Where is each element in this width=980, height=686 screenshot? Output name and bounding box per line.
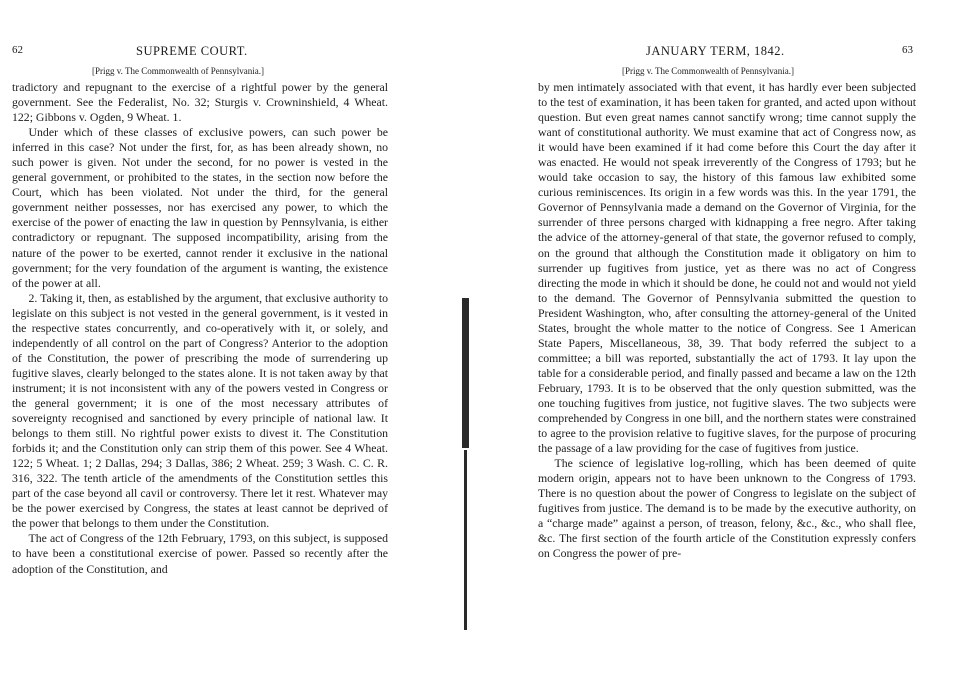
body-text xyxy=(12,80,388,577)
left-page xyxy=(0,0,470,686)
paragraph: Under which of these classes of exclusive powers, can such power be inferred in this case? Not under the first, for, as has been already shown, no such power is given. Not under the second, for no power is vested in the general government, or prohibited to the states, in the section now before the Court, which has been violated. Not under the third, for the general government neither possesses, nor has exercised any power, to which the exercise of the power of enacting the law in question by Pennsylvania, is either contradictory or repugnant. The supposed incompatibility, arising from the nature of the power to be exerted, cannot render it exclusive in the national government; for the very foundation of the argument is wanting, the existence of the power at all. xyxy=(12,125,388,290)
running-title: [Prigg v. The Commonwealth of Pennsylvania.] xyxy=(622,66,794,76)
page-header: JANUARY TERM, 1842. xyxy=(646,44,785,58)
paragraph: by men intimately associated with that event, it has hardly ever been subjected to the test of examination, it has been taken for granted, and acted upon without question. But even great names cannot sanctify wrong; time cannot supply the want of constitutional authority. We must examine that act of Congress now, as it would have been examined if it had come before this Court the day after it was enacted. He would not speak irreverently of the Congress of 1793; but he would take occasion to say, the history of this famous law exhibited some curious reminiscences. Its origin in a few words was this. In the year 1791, the Governor of Pennsylvania made a demand on the Governor of Virginia, for the surrender of three persons charged with kidnapping a free negro. After taking the advice of the attorney-general of that state, the governor refused to comply, on the ground that although the Constitution made it obligatory on him to surrender up fugitives from justice, yet as there was no act of Congress directing the mode in which it should be done, he could not and would not yield to the demand. The Governor of Pennsylvania submitted the question to President Washington, who, after consulting the attorney-general of the United States, brought the whole matter to the notice of Congress. See 1 American State Papers, Miscellaneous, 38, 39. That body referred the subject to a committee; a bill was reported, substantially the act of 1793. It lay upon the table for a considerable period, and finally passed and became a law on the 12th February, 1793. It is to be observed that the only question submitted, was the one touching fugitives from justice, not fugitive slaves. The two subjects were comprehended by Congress in one bill, and the northern states were constrained to agree to the provision relative to fugitive slaves, for the purpose of procuring the passage of a law providing for the case of fugitives from justice. xyxy=(538,80,916,456)
paragraph: The act of Congress of the 12th February, 1793, on this subject, is supposed to have been a constitutional exercise of power. Passed so recently after the adoption of the Constitution, and xyxy=(12,531,388,576)
binding-shadow xyxy=(462,298,469,448)
paragraph: The science of legislative log-rolling, which has been deemed of quite modern origin, appears not to have been unknown to the Congress of 1793. There is no question about the power of Congress to legislate on the subject of fugitives from justice. The demand is to be made by the executive authority, on a “charge made” against a person, of treason, felony, &c., &c., who shall flee, &c. The first section of the fourth article of the Constitution expressly confers on Congress the power of pre- xyxy=(538,456,916,561)
page-number: 63 xyxy=(902,44,913,56)
page-number: 62 xyxy=(12,44,23,56)
binding-shadow xyxy=(464,450,467,630)
body-text xyxy=(538,80,916,562)
paragraph: tradictory and repugnant to the exercise of a rightful power by the general government. See the Federalist, No. 32; Sturgis v. Crowninshield, 4 Wheat. 122; Gibbons v. Ogden, 9 Wheat. 1. xyxy=(12,80,388,125)
right-page xyxy=(510,0,980,686)
page-header: SUPREME COURT. xyxy=(136,44,248,58)
running-title: [Prigg v. The Commonwealth of Pennsylvania.] xyxy=(92,66,264,76)
paragraph: 2. Taking it, then, as established by the argument, that exclusive authority to legislate on this subject is not vested in the general government, is it vested in the respective states concurrently, and co-operatively with it, or solely, and independently of all control on the part of Congress? Anterior to the adoption of the Constitution, the power of prescribing the mode of surrendering up fugitive slaves, clearly belonged to the states alone. It is not taken away by that instrument; it is not inconsistent with any of the powers vested in Congress or the general government; it is one of the most necessary attributes of sovereignty recognised and sanctioned by every principle of national law. It belongs to them still. No rightful power exists to divest it. The Constitution forbids it; and the Constitution only can strip them of this power. See 4 Wheat. 122; 5 Wheat. 1; 2 Dallas, 294; 3 Dallas, 386; 2 Wheat. 259; 3 Wash. C. C. R. 316, 322. The tenth article of the amendments of the Constitution settles this part of the case beyond all cavil or controversy. There let it rest. Whatever may be the power exercised by Congress, the states at least cannot be deprived of the power that belongs to them under the Constitution. xyxy=(12,290,388,531)
